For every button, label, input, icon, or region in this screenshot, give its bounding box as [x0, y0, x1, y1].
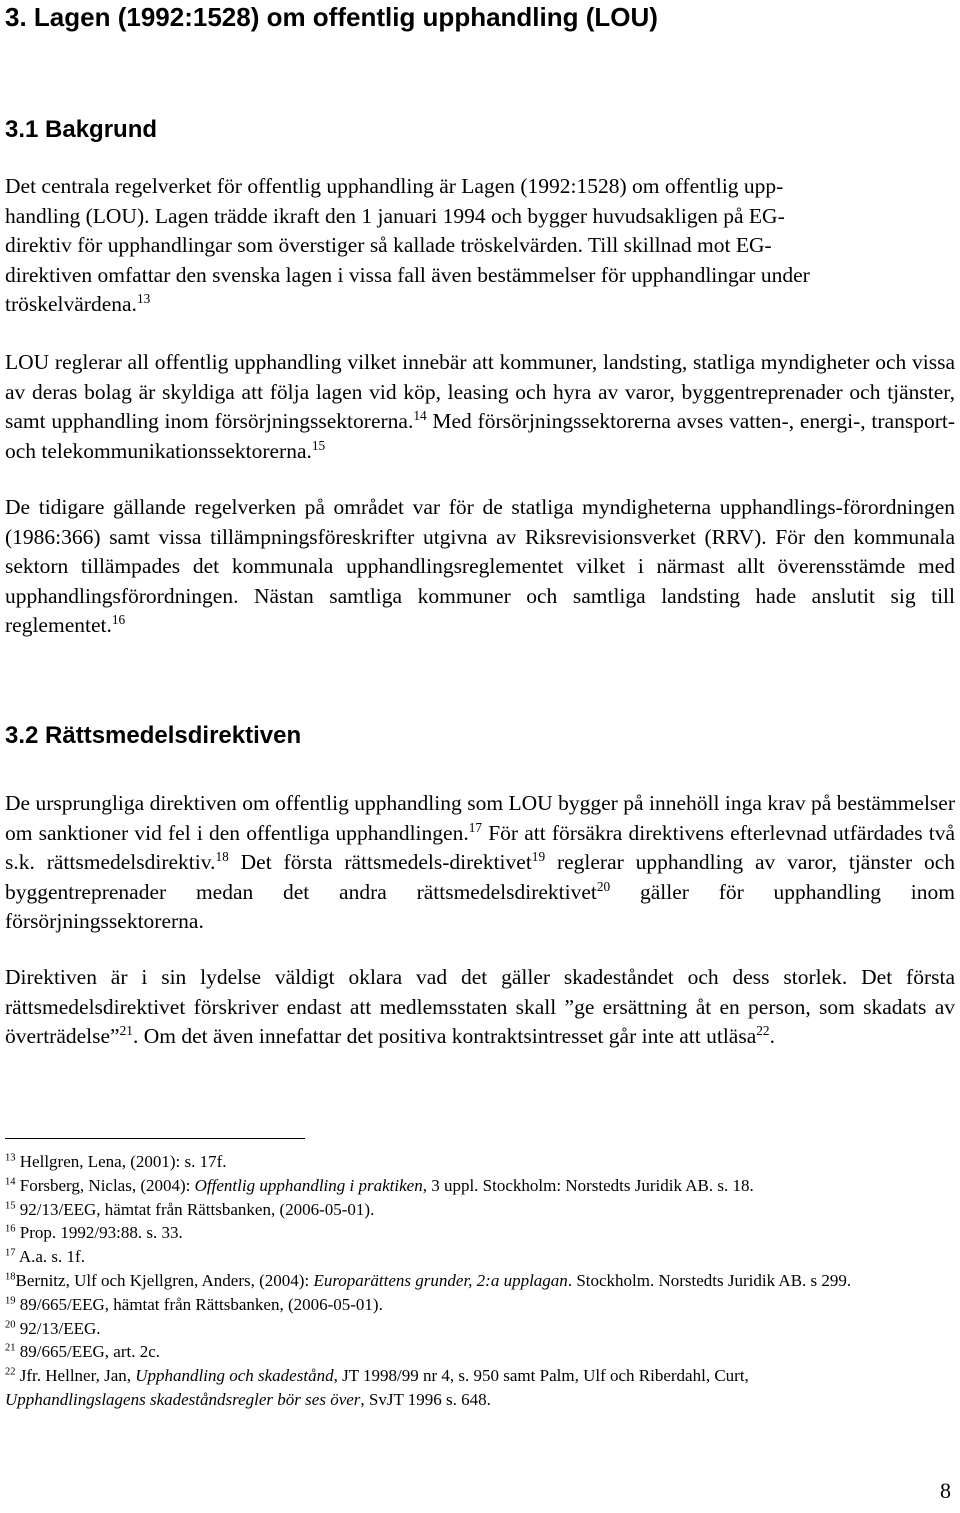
footnote-number: 18 — [5, 1271, 16, 1283]
footnote-19 — [5, 1293, 955, 1317]
footnote-ref[interactable]: 18 — [215, 849, 229, 865]
paragraph-text: gäller för upphandling inom försörjningssektorerna. — [5, 879, 956, 933]
text-line: direktiven omfattar den svenska lagen i vissa fall även bestämmelser för upphandlingar under — [5, 262, 810, 287]
footnote-ref[interactable]: 22 — [756, 1023, 770, 1039]
footnote-text: . Stockholm. Norstedts Juridik AB. s 299. — [567, 1270, 852, 1290]
chapter-title: 3. Lagen (1992:1528) om offentlig upphandling (LOU) — [5, 2, 658, 32]
text-line: handling (LOU). Lagen trädde ikraft den 1 januari 1994 och bygger huvudsakligen på EG- — [5, 203, 785, 228]
paragraph-text: reglerar upphandling av varor, tjänster och byggentreprenader medan det andra rättsmedelsdirektivet — [5, 850, 955, 904]
footnote-title: Upphandling och skadestånd — [135, 1366, 334, 1386]
footnote-text: A.a. s. 1f. — [18, 1247, 85, 1267]
paragraph-rattsmedel-2 — [5, 963, 955, 1052]
footnote-text: Hellgren, Lena, (2001): s. 17f. — [19, 1152, 227, 1171]
text-line: tröskelvärdena. — [5, 292, 137, 316]
footnote-number: 14 — [5, 1176, 16, 1188]
footnote-number: 20 — [5, 1319, 16, 1331]
footnote-text: Bernitz, Ulf och Kjellgren, Anders, (2004): — [15, 1270, 314, 1290]
footnote-number: 22 — [5, 1366, 16, 1378]
footnote-separator — [5, 1138, 305, 1139]
footnote-number: 21 — [5, 1343, 16, 1355]
footnote-ref[interactable]: 13 — [136, 291, 151, 307]
footnote-ref[interactable]: 14 — [413, 408, 427, 424]
footnote-ref[interactable]: 19 — [531, 849, 546, 865]
paragraph-text: För att försäkra direktivens efterlevnad utfärdades två s.k. rättsmedelsdirektiv. — [5, 820, 955, 874]
footnote-number: 17 — [5, 1247, 16, 1259]
footnote-text: Prop. 1992/93:88. s. 33. — [19, 1223, 183, 1243]
paragraph-text: . — [769, 1024, 775, 1048]
footnote-20 — [5, 1317, 955, 1341]
footnote-15 — [5, 1198, 955, 1222]
paragraph-text: De tidigare gällande regelverken på området var för de statliga myndigheterna upphandlings-förordningen (1986:366) samt vissa tillämpningsföreskrifter utgivna av Riksrevisionsverket (RRV). För den kommunala sektorn tillämpades det kommunala upphandlingsreglementet vilket i närmast allt överensstämde med upphandlingsförordningen. Nästan samtliga kommuner och samtliga landsting hade anslutit sig till reglementet. — [5, 495, 955, 637]
footnote-ref[interactable]: 16 — [111, 612, 126, 628]
footnote-number: 15 — [5, 1200, 16, 1212]
footnote-14 — [5, 1174, 955, 1198]
paragraph-text: . Om det även innefattar det positiva kontraktsintresset går inte att utläsa — [132, 1024, 757, 1048]
footnote-text: 89/665/EEG, art. 2c. — [19, 1342, 160, 1362]
footnote-text: 89/665/EEG, hämtat från Rättsbanken, (2006-05-01). — [19, 1294, 383, 1314]
footnote-number: 16 — [5, 1224, 16, 1236]
footnotes — [5, 1150, 955, 1412]
paragraph-text: Direktiven är i sin lydelse väldigt oklara vad det gäller skadeståndet och dess storlek. Det första rättsmedelsdirektivet förskriver endast att medlemsstaten skall ”ge ersättning åt en person, som skadats av överträdelse” — [5, 965, 955, 1048]
page-number: 8 — [940, 1478, 951, 1503]
footnote-text: Forsberg, Niclas, (2004): — [19, 1175, 195, 1195]
footnote-text: , 3 uppl. Stockholm: Norstedts Juridik AB. s. 18. — [422, 1175, 754, 1195]
paragraph-text: Det första rättsmedels-direktivet — [228, 850, 532, 874]
footnote-ref[interactable]: 17 — [468, 819, 483, 835]
footnote-title: Offentlig upphandling i praktiken — [194, 1175, 423, 1195]
paragraph-text: Med försörjningssektorerna avses vatten-, energi-, transport- och telekommunikationssektorerna. — [5, 409, 955, 463]
footnote-ref[interactable]: 20 — [596, 878, 611, 894]
footnote-number: 13 — [5, 1152, 16, 1164]
footnote-13 — [5, 1150, 955, 1174]
section-heading-rattsmedelsdirektiven: 3.2 Rättsmedelsdirektiven — [5, 722, 302, 749]
paragraph-bakgrund-1 — [5, 172, 955, 320]
footnote-text: , JT 1998/99 nr 4, s. 950 samt Palm, Ulf och Riberdahl, Curt, — [333, 1366, 749, 1386]
footnote-title: Upphandlingslagens skadeståndsregler bör ses över — [5, 1389, 361, 1409]
footnote-21 — [5, 1340, 955, 1364]
footnote-18 — [5, 1269, 955, 1293]
paragraph-bakgrund-2 — [5, 348, 955, 466]
footnote-ref[interactable]: 15 — [311, 437, 326, 453]
footnote-17 — [5, 1245, 955, 1269]
footnote-ref[interactable]: 21 — [119, 1023, 133, 1039]
footnote-text: , SvJT 1996 s. 648. — [360, 1389, 491, 1409]
paragraph-rattsmedel-1 — [5, 789, 955, 937]
footnote-text: 92/13/EEG. — [19, 1318, 101, 1338]
text-line: direktiv för upphandlingar som överstiger så kallade tröskelvärden. Till skillnad mot EG- — [5, 233, 772, 257]
footnote-text: 92/13/EEG, hämtat från Rättsbanken, (2006-05-01). — [19, 1199, 375, 1219]
footnote-16 — [5, 1221, 955, 1245]
footnote-22 — [5, 1364, 955, 1412]
section-heading-bakgrund: 3.1 Bakgrund — [5, 116, 158, 143]
paragraph-text: LOU reglerar all offentlig upphandling vilket innebär att kommuner, landsting, statliga myndigheter och vissa av deras bolag är skyldiga att följa lagen vid köp, leasing och hyra av varor, byggentreprenader och tjänster, samt upphandling inom försörjningssektorerna. — [5, 350, 955, 433]
paragraph-bakgrund-3 — [5, 493, 955, 641]
footnote-title: Europarättens grunder, 2:a upplagan — [313, 1270, 568, 1290]
text-line: Det centrala regelverket för offentlig upphandling är Lagen (1992:1528) om offentlig upp- — [5, 174, 784, 198]
footnote-number: 19 — [5, 1295, 16, 1307]
paragraph-text: De ursprungliga direktiven om offentlig upphandling som LOU bygger på innehöll inga krav på bestämmelser om sanktioner vid fel i den offentliga upphandlingen. — [5, 791, 955, 845]
footnote-text: Jfr. Hellner, Jan, — [19, 1366, 136, 1386]
